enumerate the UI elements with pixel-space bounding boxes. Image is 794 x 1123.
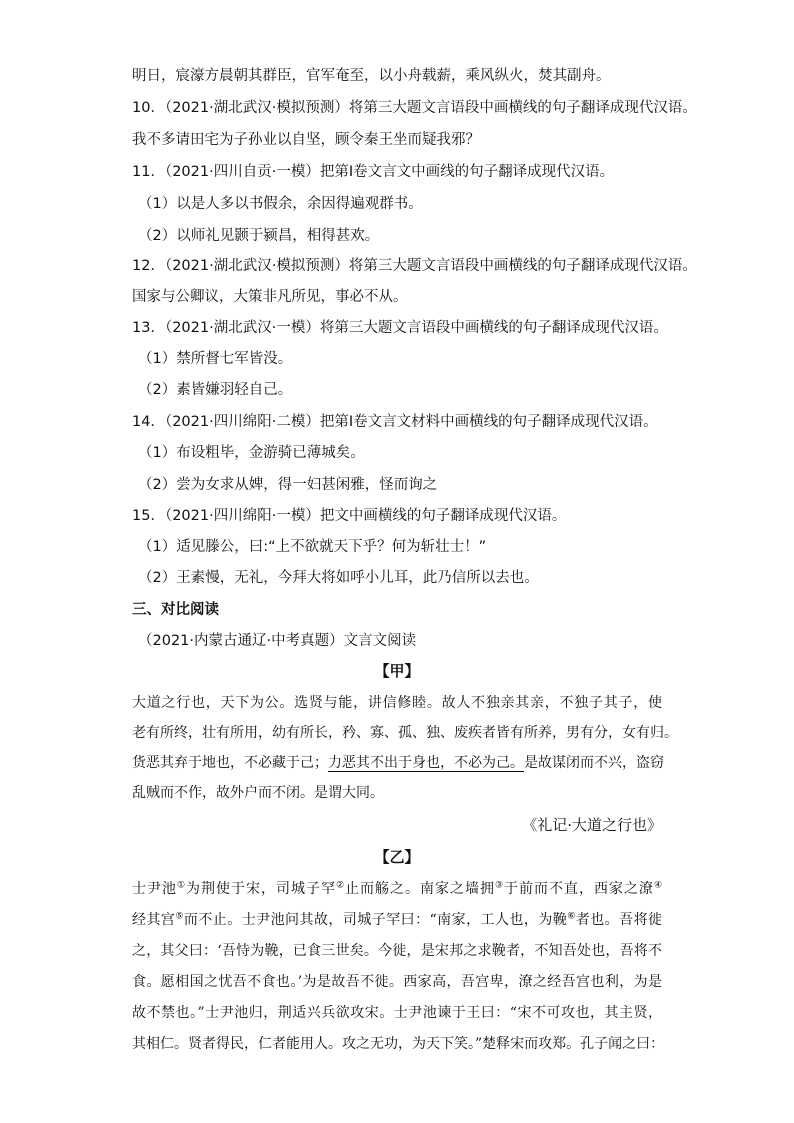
passage-yi-line: 经其宫⑤而不止。士尹池问其故，司城子罕曰：“南家，工人也，为鞔⑥者也。吾将徙 bbox=[132, 911, 663, 928]
question-11-part-1: （1）以是人多以书假余，余因得遍观群书。 bbox=[138, 196, 423, 212]
passage-jia-text: 货恶其弃于地也，不必藏于己； bbox=[132, 755, 328, 771]
passage-line: 明日，宸濠方晨朝其群臣，官军奄至，以小舟载薪，乘风纵火，焚其副舟。 bbox=[132, 68, 611, 84]
question-15-part-2: （2）王素慢，无礼，今拜大将如呼小儿耳，此乃信所以去也。 bbox=[138, 570, 539, 586]
passage-yi-title: 【乙】 bbox=[374, 848, 420, 866]
footnote-marker: ② bbox=[335, 880, 346, 891]
passage-jia-line bbox=[132, 753, 662, 773]
footnote-marker: ⑤ bbox=[175, 911, 184, 922]
passage-yi-line: 士尹池①为荆使于宋，司城子罕②止而觞之。南家之墙拥③于前而不直，西家之潦④ bbox=[132, 880, 663, 897]
passage-yi-line: 之，其父曰：‘吾恃为鞔，已食三世矣。今徙，是宋邦之求鞔者，不知吾处也，吾将不 bbox=[132, 943, 662, 959]
question-15-part-1: （1）适见滕公，曰:“上不欲就天下乎？何为斩壮士！” bbox=[138, 539, 487, 555]
passage-jia-line: 乱贼而不作，故外户而不闭。是谓大同。 bbox=[132, 785, 384, 801]
question-14-part-2: （2）尝为女求从婢，得一妇甚闲雅，怪而询之 bbox=[138, 477, 438, 493]
footnote-marker: ⑥ bbox=[567, 911, 576, 922]
passage-jia-citation: 《礼记·大道之行也》 bbox=[522, 816, 662, 834]
passage-yi-line: 其相仁。贤者得民，仁者能用人。攻之无功，为天下笑。”楚释宋而攻郑。孔子闻之曰： bbox=[132, 1036, 665, 1052]
passage-yi-line: 食。愿相国之忧吾不食也。’为是故吾不徙。西家高，吾宫卑，潦之经吾宫也利，为是 bbox=[132, 974, 662, 990]
question-12-sentence: 国家与公卿议，大策非凡所见，事必不从。 bbox=[132, 289, 408, 305]
question-11-part-2: （2）以师礼见颢于颍昌，相得甚欢。 bbox=[138, 228, 380, 244]
question-14: 14．（2021·四川绵阳·二模）把第Ⅰ卷文言文材料中画横线的句子翻译成现代汉语。 bbox=[132, 414, 658, 430]
underlined-sentence: 力恶其不出于身也，不必为己。 bbox=[328, 755, 524, 771]
question-12: 12．（2021·湖北武汉·模拟预测）将第三大题文言语段中画横线的句子翻译成现代汉语。 bbox=[132, 258, 697, 274]
reading-source: （2021·内蒙古通辽·中考真题）文言文阅读 bbox=[138, 633, 417, 649]
question-13-part-1: （1）禁所督七军皆没。 bbox=[138, 351, 293, 367]
question-15: 15．（2021·四川绵阳·一模）把文中画横线的句子翻译成现代汉语。 bbox=[132, 508, 567, 524]
question-10-sentence: 我不多请田宅为子孙业以自坚，顾令秦王坐而疑我邪？ bbox=[132, 132, 480, 148]
question-11: 11．（2021·四川自贡·一模）把第Ⅰ卷文言文中画线的句子翻译成现代汉语。 bbox=[132, 164, 615, 180]
question-14-part-1: （1）布设粗毕，金游骑已薄城矣。 bbox=[138, 445, 365, 461]
footnote-marker: ④ bbox=[653, 880, 663, 891]
footnote-marker: ③ bbox=[494, 880, 505, 891]
passage-yi-line: 故不禁也。”士尹池归，荆适兴兵欲攻宋。士尹池谏于王曰：“宋不可攻也，其主贤， bbox=[132, 1005, 662, 1021]
passage-jia-line: 老有所终，壮有所用，幼有所长，矜、寡、孤、独、废疾者皆有所养，男有分，女有归。 bbox=[132, 725, 678, 741]
section-heading: 三、对比阅读 bbox=[132, 602, 219, 618]
passage-jia-title: 【甲】 bbox=[374, 662, 420, 680]
passage-jia-line: 大道之行也，天下为公。选贤与能，讲信修睦。故人不独亲其亲，不独子其子，使 bbox=[132, 695, 662, 711]
footnote-marker: ① bbox=[176, 880, 187, 891]
passage-jia-text: 是故谋闭而不兴，盗窃 bbox=[524, 755, 664, 771]
question-13: 13．（2021·湖北武汉·一模）将第三大题文言语段中画横线的句子翻译成现代汉语。 bbox=[132, 320, 668, 336]
question-13-part-2: （2）素皆嫌羽轻自己。 bbox=[138, 382, 293, 398]
question-10: 10．（2021·湖北武汉·模拟预测）将第三大题文言语段中画横线的句子翻译成现代汉语。 bbox=[132, 100, 697, 116]
